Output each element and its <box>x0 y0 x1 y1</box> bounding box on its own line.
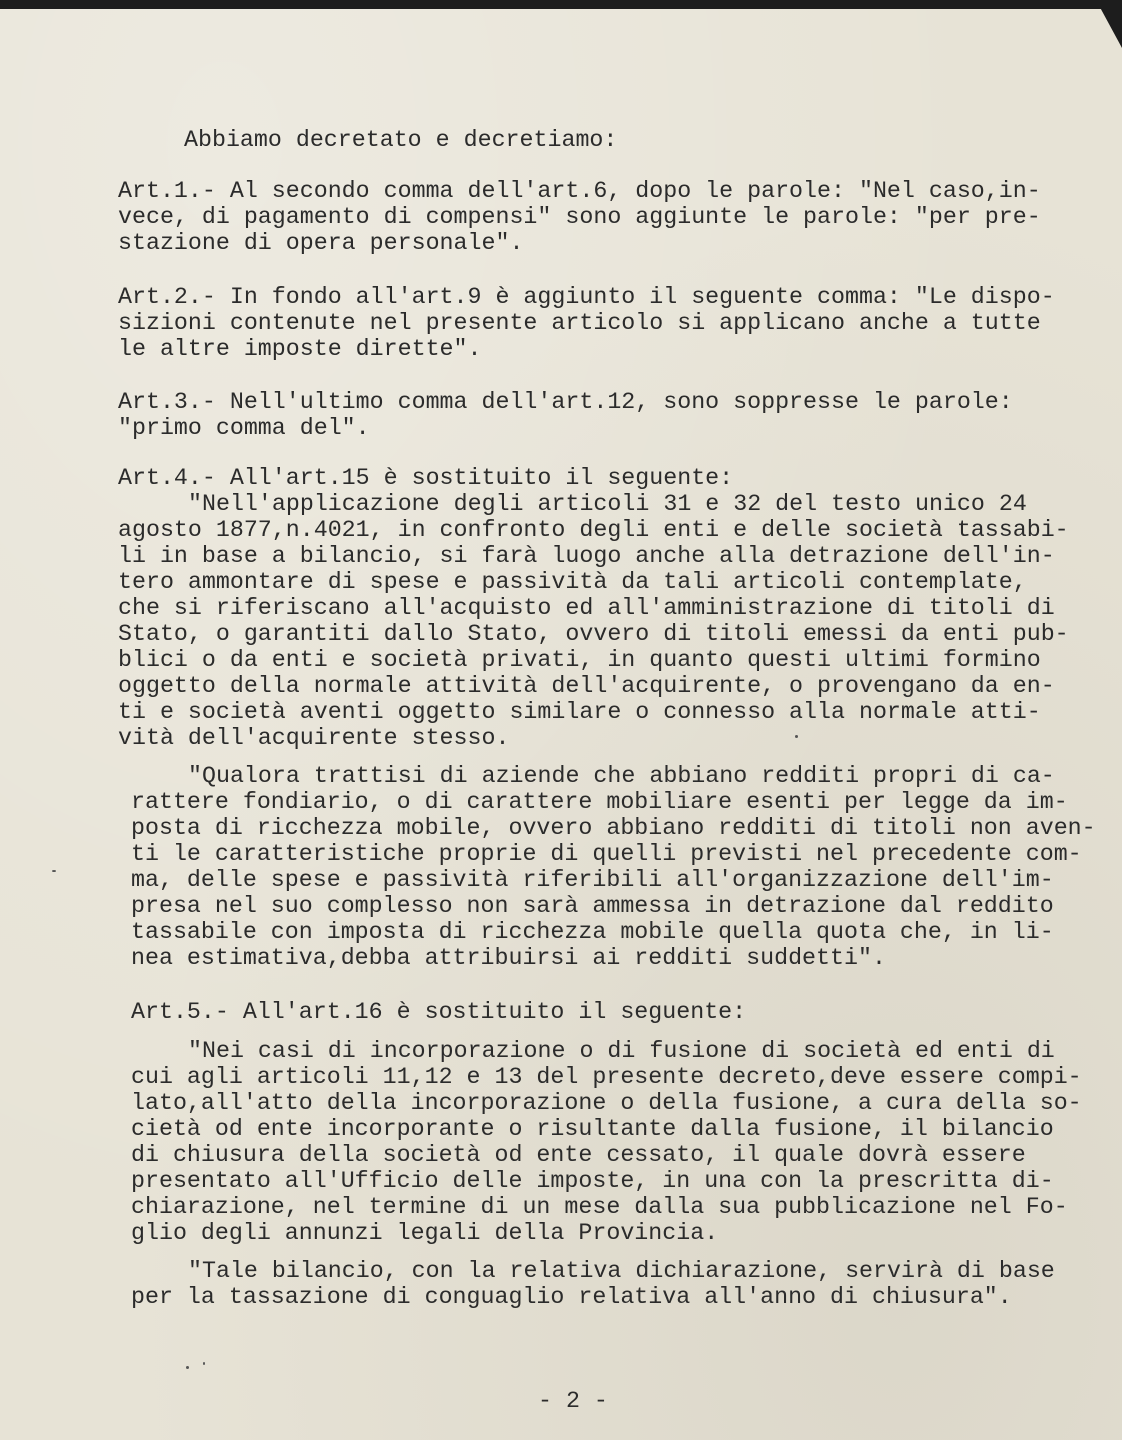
text-line: cietà od ente incorporante o risultante dalla fusione, il bilancio <box>131 1116 1054 1142</box>
text-line: Art.2.- In fondo all'art.9 è aggiunto il seguente comma: "Le dispo- <box>118 284 1055 310</box>
text-line: tassabile con imposta di ricchezza mobile quella quota che, in li- <box>131 919 1054 945</box>
text-line: ti e società aventi oggetto similare o connesso alla normale atti- <box>118 699 1041 725</box>
text-line: "primo comma del". <box>118 415 370 441</box>
text-line: le altre imposte dirette". <box>118 336 482 362</box>
folded-corner <box>1096 0 1122 48</box>
text-line: oggetto della normale attività dell'acquirente, o provengano da en- <box>118 673 1055 699</box>
text-line: lato,all'atto della incorporazione o della fusione, a cura della so- <box>131 1090 1082 1116</box>
text-line: che si riferiscano all'acquisto ed all'amministrazione di titoli di <box>118 595 1055 621</box>
scan-top-edge <box>0 0 1122 9</box>
text-line: cui agli articoli 11,12 e 13 del presente decreto,deve essere compi- <box>131 1064 1082 1090</box>
text-line: agosto 1877,n.4021, in confronto degli enti e delle società tassabi- <box>118 517 1069 543</box>
text-line: posta di ricchezza mobile, ovvero abbiano redditi di titoli non aven- <box>131 815 1096 841</box>
text-line: blici o da enti e società privati, in quanto questi ultimi formino <box>118 647 1041 673</box>
text-line: Stato, o garantiti dallo Stato, ovvero di titoli emessi da enti pub- <box>118 621 1069 647</box>
text-line: li in base a bilancio, si farà luogo anche alla detrazione dell'in- <box>118 543 1055 569</box>
scan-speck <box>203 1362 205 1365</box>
text-line: "Nell'applicazione degli articoli 31 e 32 del testo unico 24 <box>188 491 1027 517</box>
text-line: vece, di pagamento di compensi" sono aggiunte le parole: "per pre- <box>118 204 1041 230</box>
text-line: tero ammontare di spese e passività da tali articoli contemplate, <box>118 569 1027 595</box>
text-line: "Nei casi di incorporazione o di fusione di società ed enti di <box>188 1038 1055 1064</box>
text-line: ti le caratteristiche proprie di quelli previsti nel precedente com- <box>131 841 1082 867</box>
text-line: Art.1.- Al secondo comma dell'art.6, dopo le parole: "Nel caso,in- <box>118 178 1041 204</box>
text-line: "Tale bilancio, con la relativa dichiarazione, servirà di base <box>188 1258 1055 1284</box>
text-line: nea estimativa,debba attribuirsi ai redditi suddetti". <box>131 945 886 971</box>
scan-speck <box>52 870 56 872</box>
text-line: per la tassazione di conguaglio relativa all'anno di chiusura". <box>131 1284 1012 1310</box>
text-line: sizioni contenute nel presente articolo si applicano anche a tutte <box>118 310 1041 336</box>
text-line: glio degli annunzi legali della Provincia. <box>131 1220 719 1246</box>
text-line: chiarazione, nel termine di un mese dalla sua pubblicazione nel Fo- <box>131 1194 1068 1220</box>
decree-intro: Abbiamo decretato e decretiamo: <box>184 127 618 153</box>
text-line: ma, delle spese e passività riferibili all'organizzazione dell'im- <box>131 867 1054 893</box>
scan-speck <box>186 1366 189 1369</box>
text-line: vità dell'acquirente stesso. <box>118 725 510 751</box>
page-number: - 2 - <box>538 1388 608 1414</box>
text-line: Art.5.- All'art.16 è sostituito il seguente: <box>131 999 747 1025</box>
text-line: Art.3.- Nell'ultimo comma dell'art.12, sono soppresse le parole: <box>118 389 1013 415</box>
text-line: Art.4.- All'art.15 è sostituito il seguente: <box>118 465 734 491</box>
text-line: presa nel suo complesso non sarà ammessa in detrazione dal reddito <box>131 893 1054 919</box>
scan-speck <box>795 735 798 738</box>
text-line: di chiusura della società od ente cessato, il quale dovrà essere <box>131 1142 1026 1168</box>
text-line: stazione di opera personale". <box>118 230 524 256</box>
text-line: presentato all'Ufficio delle imposte, in una con la prescritta di- <box>131 1168 1054 1194</box>
text-line: rattere fondiario, o di carattere mobiliare esenti per legge da im- <box>131 789 1068 815</box>
text-line: "Qualora trattisi di aziende che abbiano redditi propri di ca- <box>188 763 1055 789</box>
